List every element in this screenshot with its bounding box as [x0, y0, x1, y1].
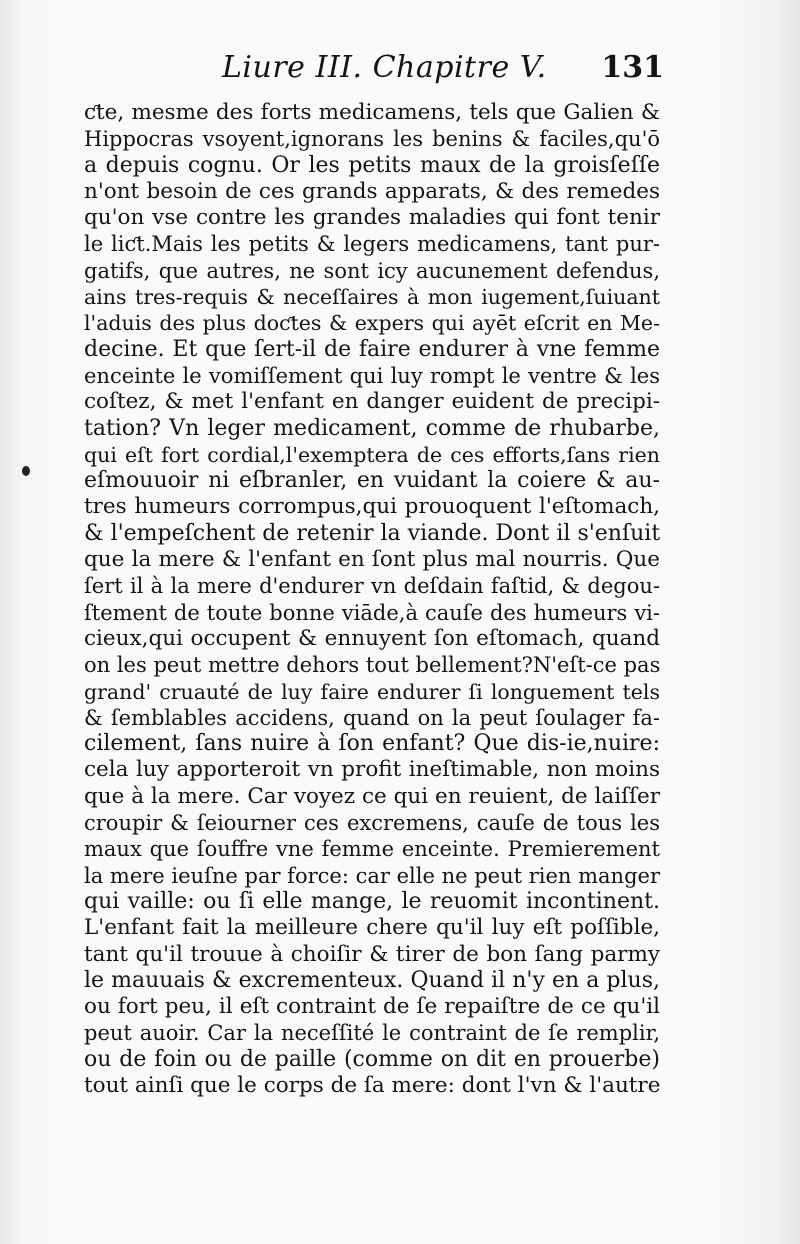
text-line: peut auoir. Car la neceſſité le contraint de ſe remplir, [84, 1021, 660, 1046]
text-line: grand' cruauté de luy faire endurer ſi longuement tels [84, 679, 660, 704]
text-line: l'aduis des plus doƈtes & expers qui ayēt eſcrit en Me- [84, 311, 660, 336]
text-line: qui eſt fort cordial,l'exemptera de ces efforts,ſans rien [84, 442, 660, 467]
text-line: tres humeurs corrompus,qui prouoquent l'eſtomach, [84, 494, 660, 520]
margin-ink-dot [22, 466, 30, 476]
text-line: ƈte, mesme des forts medicamens, tels que Galien & [84, 100, 660, 125]
running-header [84, 48, 664, 92]
text-line: ou de foin ou de paille (comme on dit en prouerbe) [84, 1046, 660, 1072]
text-line: cilement, ſans nuire à ſon enfant? Que dis-ie,nuire: [84, 731, 660, 757]
text-line: le mauuais & excrementeux. Quand il n'y en a plus, [84, 967, 660, 993]
text-line: cela luy apporteroit vn profit ineſtimable, non moins [84, 757, 660, 783]
text-line: cieux,qui occupent & ennuyent ſon eſtomach, quand [84, 625, 660, 651]
text-line: qu'on vse contre les grandes maladies qui font tenir [84, 205, 660, 231]
text-line: L'enfant fait la meilleure chere qu'il luy eſt poſſible, [84, 915, 660, 941]
text-line: coſtez, & met l'enfant en danger euident de precipi- [84, 389, 660, 415]
text-line: tation? Vn leger medicament, comme de rhubarbe, [84, 415, 660, 441]
page-number: 131 [601, 50, 664, 85]
text-line: le liƈt.Mais les petits & legers medicamens, tant pur- [84, 232, 660, 257]
body-text [84, 100, 660, 1099]
text-line: tout ainſi que le corps de ſa mere: dont l'vn & l'autre [84, 1072, 661, 1098]
text-line: n'ont besoin de ces grands apparats, & des remedes [84, 178, 660, 204]
text-line: ſtement de toute bonne viāde,à cauſe des humeurs vi- [84, 600, 660, 625]
text-line: qui vaille: ou ſi elle mange, le reuomit incontinent. [84, 888, 660, 914]
text-line: ou fort peu, il eſt contraint de ſe repaiſtre de ce qu'il [84, 994, 660, 1020]
text-line: decine. Et que ſert-il de faire endurer à vne femme [84, 336, 660, 362]
text-line: enceinte le vomiſſement qui luy rompt le ventre & les [84, 363, 660, 388]
text-line: a depuis cognu. Or les petits maux de la groisſeſſe [84, 152, 660, 178]
text-line: que à la mere. Car voyez ce qui en reuient, de laiſſer [84, 783, 660, 809]
text-line: croupir & ſeiourner ces excremens, cauſe de tous les [84, 811, 660, 836]
text-line: & l'empeſchent de retenir la viande. Dont il s'enſuit [84, 520, 661, 546]
text-line: ſert il à la mere d'endurer vn deſdain faſtid, & degou- [84, 574, 660, 599]
text-line: maux que ſouffre vne femme enceinte. Premierement [84, 837, 660, 862]
text-line: eſmouuoir ni eſbranler, en vuidant la coiere & au- [84, 468, 660, 494]
text-line: on les peut mettre dehors tout bellement?N'eſt-ce pas [84, 653, 661, 678]
text-line: ains tres-requis & neceſſaires à mon iugement,ſuiuant [84, 285, 660, 310]
text-line: que la mere & l'enfant en ſont plus mal nourris. Que [84, 547, 660, 573]
text-line: Hippocras vsoyent,ignorans les benins & faciles,qu'ō [84, 127, 660, 152]
text-line: gatifs, que autres, ne sont icy aucunement defendus, [84, 258, 660, 283]
running-title: Liure III. Chapitre V. [222, 50, 547, 85]
text-line: tant qu'il trouue à choiſir & tirer de bon ſang parmy [84, 941, 660, 967]
text-line: la mere ieuſne par force: car elle ne peut rien manger [84, 863, 660, 888]
text-line: & ſemblables accidens, quand on la peut ſoulager fa- [84, 705, 660, 730]
